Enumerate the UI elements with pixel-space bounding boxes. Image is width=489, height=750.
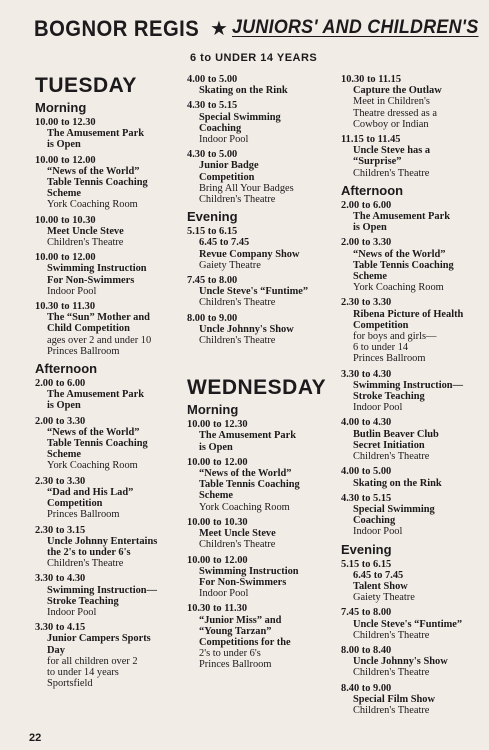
schedule-event <box>341 200 486 234</box>
schedule-event <box>341 559 486 604</box>
schedule-event <box>341 417 486 462</box>
page-header <box>34 16 484 46</box>
schedule-event <box>341 369 486 414</box>
schedule-event <box>187 149 339 205</box>
event-detail: Meet in Children's <box>353 96 430 108</box>
event-detail: Ribena Picture of Health <box>353 308 464 320</box>
schedule-event <box>187 603 339 670</box>
event-detail: Indoor Pool <box>47 285 97 297</box>
event-detail: Secret Initiation <box>353 439 425 451</box>
event-detail: Day <box>47 644 65 656</box>
schedule-event <box>187 457 339 513</box>
event-detail: “Young Tarzan” <box>199 625 272 637</box>
event-time: 7.45 to 8.00 <box>187 275 238 287</box>
event-time: 2.00 to 6.00 <box>341 199 392 211</box>
event-detail: Butlin Beaver Club <box>353 428 439 440</box>
event-detail: Scheme <box>47 449 82 461</box>
event-detail: Princes Ballroom <box>47 345 120 357</box>
event-detail: Uncle Steve's “Funtime” <box>353 618 463 630</box>
event-detail: 2's to under 6's <box>199 648 261 660</box>
event-time: 11.15 to 11.45 <box>341 134 401 146</box>
event-detail: Table Tennis Coaching <box>353 259 454 271</box>
event-detail: Swimming Instruction <box>199 565 299 577</box>
schedule-event <box>35 476 185 521</box>
event-detail: the 2's to under 6's <box>47 546 131 558</box>
event-detail: is Open <box>47 139 81 151</box>
event-detail: Children's Theatre <box>199 335 276 347</box>
schedule-event <box>187 226 339 271</box>
event-detail: 6.45 to 7.45 <box>353 569 404 581</box>
event-detail: For Non-Swimmers <box>199 576 287 588</box>
schedule-event <box>341 237 486 293</box>
section-gap <box>187 350 339 376</box>
event-detail: Special Swimming <box>199 111 281 123</box>
event-detail: Children's Theatre <box>353 667 430 679</box>
event-detail: Junior Campers Sports <box>47 633 151 645</box>
event-time: 2.30 to 3.15 <box>35 524 86 536</box>
event-time: 10.30 to 11.15 <box>341 74 402 85</box>
event-detail: York Coaching Room <box>199 501 290 513</box>
event-time: 10.00 to 12.00 <box>35 252 96 264</box>
event-detail: Uncle Johnny Entertains <box>47 535 158 547</box>
event-detail: Competitions for the <box>199 636 291 648</box>
event-time: 2.00 to 3.30 <box>341 237 392 249</box>
event-detail: Competition <box>47 498 103 510</box>
schedule-event <box>341 683 486 717</box>
event-detail: Princes Ballroom <box>353 353 426 365</box>
period-heading: Morning <box>35 100 87 115</box>
event-detail: Meet Uncle Steve <box>47 225 124 237</box>
event-time: 10.00 to 12.00 <box>187 554 248 566</box>
period-heading: Morning <box>187 402 239 418</box>
event-detail: Princes Ballroom <box>199 659 272 671</box>
event-detail: Children's Theatre <box>353 167 430 179</box>
event-detail: Scheme <box>353 271 388 283</box>
event-time: 4.00 to 5.00 <box>187 74 238 85</box>
event-detail: Special Swimming <box>353 503 435 515</box>
event-time: 2.00 to 6.00 <box>35 378 86 390</box>
page-number: 22 <box>29 732 42 744</box>
event-detail: “Dad and His Lad” <box>47 486 134 498</box>
event-detail: Indoor Pool <box>199 134 249 146</box>
event-time: 10.00 to 12.00 <box>35 154 96 166</box>
event-detail: The Amusement Park <box>353 211 450 223</box>
event-time: 8.00 to 9.00 <box>187 312 238 324</box>
event-detail: “News of the World” <box>353 248 446 260</box>
event-time: 3.30 to 4.15 <box>35 622 86 634</box>
event-detail: Table Tennis Coaching <box>47 177 148 189</box>
event-detail: “Surprise” <box>353 156 402 168</box>
schedule-event <box>35 117 185 151</box>
event-detail: Stroke Teaching <box>47 595 119 607</box>
event-detail: ages over 2 and under 10 <box>47 334 152 346</box>
event-detail: Talent Show <box>353 580 408 592</box>
schedule-event <box>35 573 185 618</box>
event-detail: 6 to under 14 <box>353 342 409 354</box>
schedule-event <box>35 215 185 249</box>
event-time: 8.40 to 9.00 <box>341 682 392 694</box>
event-detail: Table Tennis Coaching <box>47 438 148 450</box>
event-detail: Gaiety Theatre <box>353 592 415 604</box>
event-detail: Indoor Pool <box>353 526 403 538</box>
event-detail: For Non-Swimmers <box>47 274 135 286</box>
day-heading: WEDNESDAY <box>187 376 327 400</box>
event-detail: Table Tennis Coaching <box>199 479 300 491</box>
event-detail: Swimming Instruction <box>47 263 147 275</box>
event-detail: Competition <box>199 171 255 183</box>
event-detail: Indoor Pool <box>353 402 403 414</box>
event-detail: Uncle Johnny's Show <box>353 656 448 668</box>
event-time: 5.15 to 6.15 <box>341 558 392 570</box>
event-detail: Indoor Pool <box>47 606 97 618</box>
column-right <box>341 74 486 720</box>
event-time: 10.00 to 12.30 <box>35 117 96 128</box>
event-detail: “News of the World” <box>199 468 292 480</box>
event-detail: York Coaching Room <box>47 199 138 211</box>
event-detail: Cowboy or Indian <box>353 118 429 130</box>
schedule-event <box>35 252 185 297</box>
event-time: 4.00 to 4.30 <box>341 417 392 429</box>
event-detail: Uncle Steve has a <box>353 145 431 157</box>
event-detail: Children's Theatre <box>199 194 276 206</box>
event-detail: for all children over 2 <box>47 655 138 667</box>
schedule-event <box>341 645 486 679</box>
event-detail: York Coaching Room <box>47 460 138 472</box>
event-detail: Uncle Johnny's Show <box>199 323 294 335</box>
schedule-event <box>187 74 339 96</box>
event-detail: Children's Theatre <box>353 451 430 463</box>
schedule-event <box>187 100 339 145</box>
event-detail: is Open <box>47 400 81 412</box>
event-time: 4.30 to 5.00 <box>187 149 238 161</box>
event-time: 2.30 to 3.30 <box>35 475 86 487</box>
event-detail: Children's Theatre <box>353 629 430 641</box>
event-detail: Capture the Outlaw <box>353 85 442 97</box>
event-detail: for boys and girls— <box>353 331 437 343</box>
event-detail: The “Sun” Mother and <box>47 312 150 324</box>
event-detail: is Open <box>353 222 387 234</box>
schedule-event <box>187 419 339 453</box>
event-detail: is Open <box>199 441 233 453</box>
event-time: 10.00 to 12.00 <box>187 456 248 468</box>
period-heading: Evening <box>187 209 238 225</box>
event-detail: Junior Badge <box>199 160 259 172</box>
event-detail: Coaching <box>199 122 242 134</box>
schedule-event <box>341 607 486 641</box>
event-detail: Uncle Steve's “Funtime” <box>199 286 309 298</box>
event-detail: Special Film Show <box>353 693 435 705</box>
schedule-event <box>35 301 185 357</box>
event-detail: “Junior Miss” and <box>199 614 282 626</box>
schedule-event <box>35 622 185 689</box>
event-detail: Coaching <box>353 515 396 527</box>
schedule-event <box>187 555 339 600</box>
schedule-event <box>341 493 486 538</box>
event-time: 3.30 to 4.30 <box>341 368 392 380</box>
event-detail: The Amusement Park <box>47 389 144 401</box>
event-time: 2.30 to 3.30 <box>341 297 392 309</box>
event-detail: The Amusement Park <box>47 128 144 140</box>
event-detail: Sportsfield <box>47 678 93 690</box>
event-detail: “News of the World” <box>47 426 140 438</box>
schedule-event <box>341 466 486 488</box>
event-detail: Bring All Your Badges <box>199 182 294 194</box>
event-detail: Skating on the Rink <box>353 477 442 489</box>
event-time: 4.00 to 5.00 <box>341 466 392 478</box>
event-detail: The Amusement Park <box>199 430 296 442</box>
event-detail: Children's Theatre <box>199 539 276 551</box>
event-time: 10.30 to 11.30 <box>187 603 248 615</box>
event-detail: Stroke Teaching <box>353 391 425 403</box>
schedule-event <box>341 74 486 130</box>
event-time: 8.00 to 8.40 <box>341 644 392 656</box>
event-time: 10.00 to 10.30 <box>187 516 248 528</box>
schedule-event <box>187 275 339 309</box>
day-heading: TUESDAY <box>35 74 137 97</box>
section-title: JUNIORS' AND CHILDREN'S <box>232 17 479 38</box>
event-time: 4.30 to 5.15 <box>187 100 238 112</box>
event-detail: to under 14 years <box>47 666 119 678</box>
event-detail: Theatre dressed as a <box>353 107 437 119</box>
event-detail: Child Competition <box>47 323 130 335</box>
event-time: 4.30 to 5.15 <box>341 492 392 504</box>
event-detail: Indoor Pool <box>199 588 249 600</box>
event-time: 10.30 to 11.30 <box>35 301 96 313</box>
column-middle <box>187 74 339 675</box>
event-detail: “News of the World” <box>47 165 140 177</box>
schedule-event <box>35 155 185 211</box>
event-time: 7.45 to 8.00 <box>341 607 392 619</box>
event-detail: Children's Theatre <box>47 237 124 249</box>
event-detail: Swimming Instruction— <box>353 379 463 391</box>
event-detail: Children's Theatre <box>47 558 124 570</box>
event-time: 10.00 to 10.30 <box>35 214 96 226</box>
event-detail: 6.45 to 7.45 <box>199 237 250 249</box>
column-left <box>35 74 185 693</box>
event-detail: Swimming Instruction— <box>47 584 157 596</box>
event-detail: York Coaching Room <box>353 282 444 294</box>
period-heading: Afternoon <box>341 182 404 198</box>
schedule-event <box>35 416 185 472</box>
event-detail: Scheme <box>47 188 82 200</box>
event-time: 3.30 to 4.30 <box>35 573 86 585</box>
event-detail: Princes Ballroom <box>47 509 120 521</box>
event-detail: Skating on the Rink <box>199 85 288 97</box>
age-range-subtitle: 6 to UNDER 14 YEARS <box>190 52 318 64</box>
event-time: 2.00 to 3.30 <box>35 415 86 427</box>
event-detail: Revue Company Show <box>199 248 300 260</box>
event-time: 10.00 to 12.30 <box>187 419 248 431</box>
schedule-event <box>341 297 486 364</box>
event-time: 5.15 to 6.15 <box>187 226 238 238</box>
resort-name: BOGNOR REGIS <box>34 16 200 41</box>
event-detail: Meet Uncle Steve <box>199 528 276 540</box>
period-heading: Afternoon <box>35 361 98 377</box>
schedule-event <box>341 134 486 179</box>
event-detail: Children's Theatre <box>353 704 430 716</box>
event-detail: Competition <box>353 319 409 331</box>
period-heading: Evening <box>341 541 392 557</box>
schedule-event <box>35 525 185 570</box>
schedule-event <box>187 313 339 347</box>
star-icon: ★ <box>210 16 228 40</box>
event-detail: Children's Theatre <box>199 297 276 309</box>
event-detail: Gaiety Theatre <box>199 259 261 271</box>
schedule-event <box>35 378 185 412</box>
schedule-event <box>187 517 339 551</box>
event-detail: Scheme <box>199 490 234 502</box>
